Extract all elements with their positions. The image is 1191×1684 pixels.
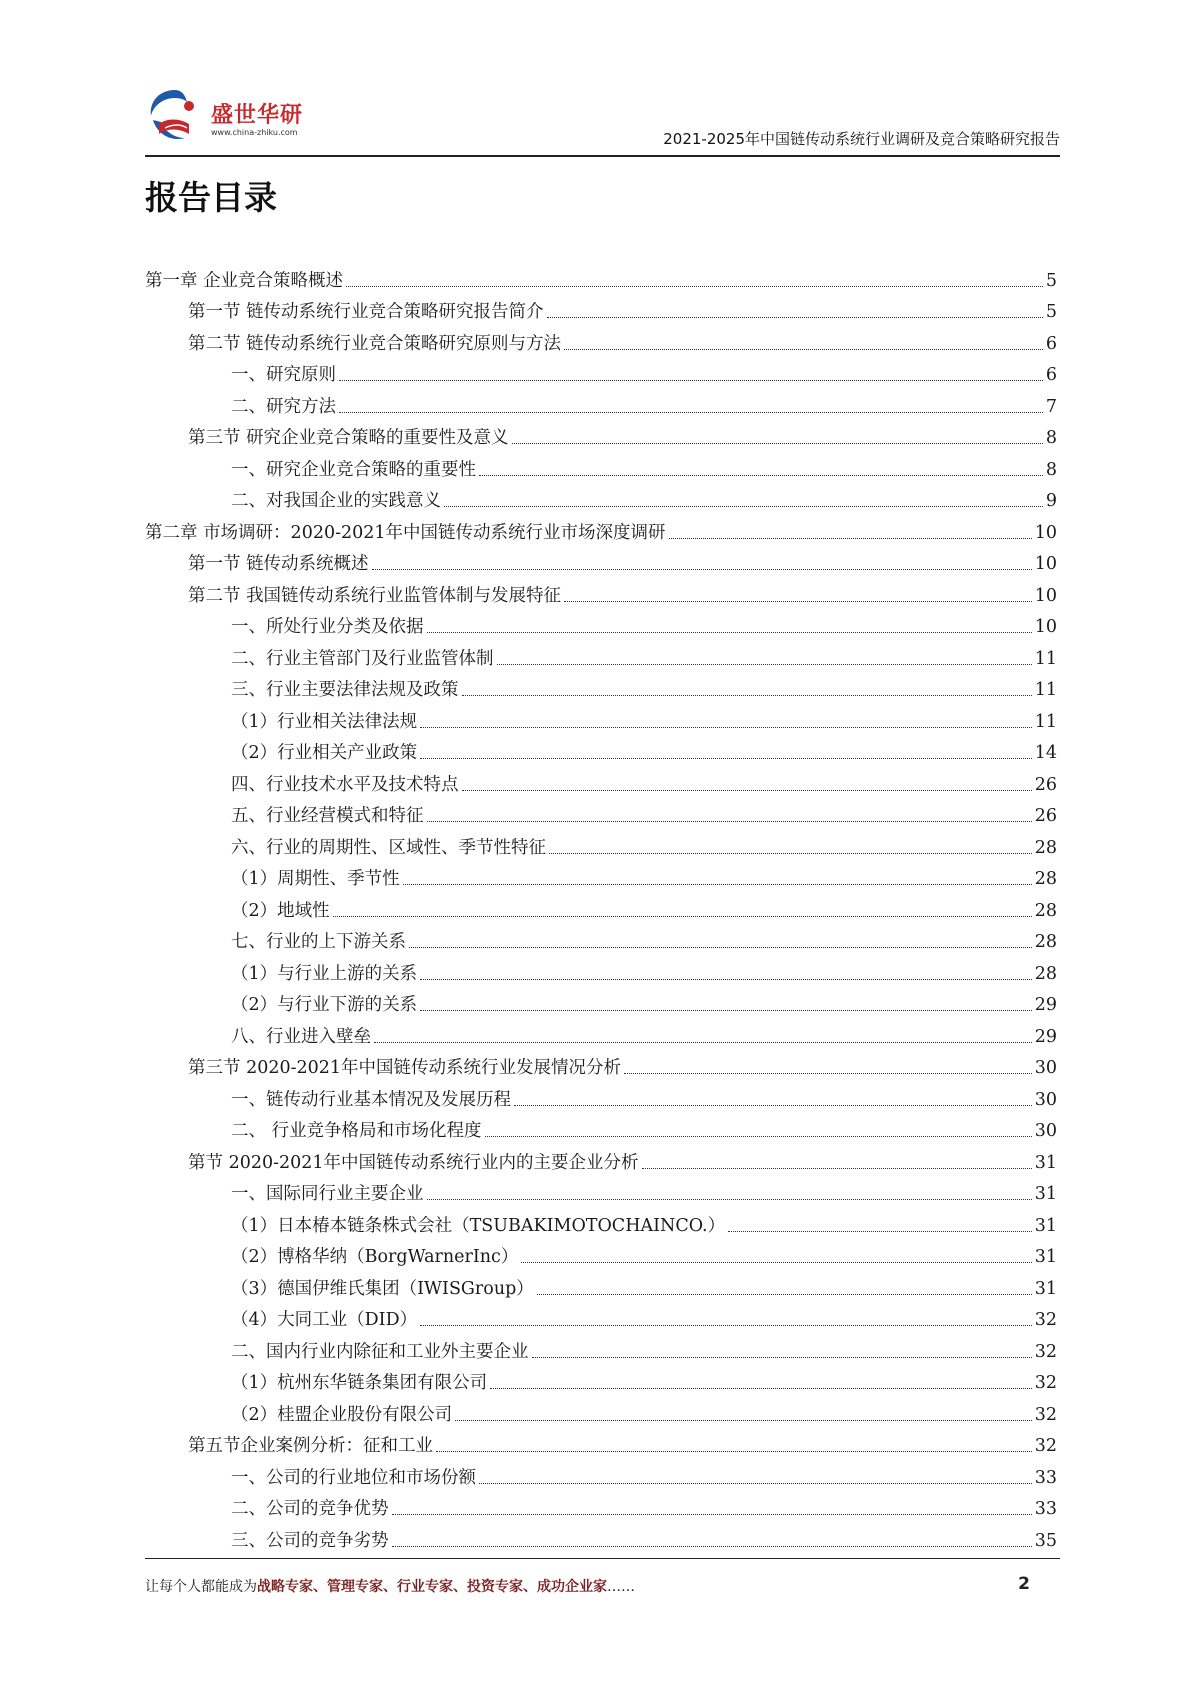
toc-leader-dots bbox=[436, 1451, 1032, 1452]
toc-entry-page: 10 bbox=[1034, 522, 1057, 543]
toc-leader-dots bbox=[564, 349, 1043, 350]
toc-entry[interactable] bbox=[145, 670, 1057, 702]
toc-entry-page: 31 bbox=[1034, 1184, 1057, 1204]
toc-entry-label: 第一章 企业竞合策略概述 bbox=[145, 270, 344, 291]
toc-entry-page: 11 bbox=[1034, 680, 1057, 700]
toc-entry-label: （4）大同工业（DID） bbox=[231, 1310, 418, 1330]
toc-entry[interactable] bbox=[145, 1205, 1057, 1237]
toc-entry-label: （1）行业相关法律法规 bbox=[231, 711, 418, 732]
toc-entry-page: 9 bbox=[1045, 491, 1057, 511]
toc-entry[interactable] bbox=[145, 985, 1057, 1017]
toc-entry[interactable] bbox=[145, 764, 1057, 796]
toc-entry[interactable] bbox=[145, 638, 1057, 670]
toc-entry[interactable] bbox=[145, 1111, 1057, 1143]
toc-entry-label: （2）博格华纳（BorgWarnerInc） bbox=[231, 1247, 519, 1267]
toc-entry-page: 10 bbox=[1034, 554, 1057, 574]
toc-entry-page: 11 bbox=[1034, 648, 1057, 669]
toc-entry-page: 8 bbox=[1045, 459, 1057, 480]
toc-entry-page: 28 bbox=[1034, 900, 1057, 921]
toc-entry-page: 32 bbox=[1034, 1436, 1057, 1456]
toc-entry-label: 一、所处行业分类及依据 bbox=[231, 617, 424, 637]
toc-leader-dots bbox=[514, 1105, 1032, 1106]
toc-entry-page: 32 bbox=[1034, 1373, 1057, 1393]
toc-leader-dots bbox=[521, 1262, 1031, 1263]
toc-leader-dots bbox=[485, 1136, 1032, 1137]
toc-entry-label: 第三节 2020-2021年中国链传动系统行业发展情况分析 bbox=[188, 1058, 622, 1078]
toc-entry[interactable] bbox=[145, 1489, 1057, 1521]
toc-entry-label: （1）日本椿本链条株式会社（TSUBAKIMOTOCHAINCO.） bbox=[231, 1215, 726, 1236]
toc-leader-dots bbox=[333, 916, 1032, 917]
toc-entry-page: 30 bbox=[1034, 1058, 1057, 1078]
toc-entry-label: （1）与行业上游的关系 bbox=[231, 963, 418, 984]
toc-entry-label: 第一节 链传动系统概述 bbox=[188, 554, 369, 574]
toc-entry[interactable] bbox=[145, 512, 1057, 544]
toc-entry-page: 26 bbox=[1034, 806, 1057, 826]
toc-entry[interactable] bbox=[145, 701, 1057, 733]
page-number: 2 bbox=[1018, 1574, 1030, 1594]
toc-leader-dots bbox=[669, 538, 1032, 539]
toc-entry-label: 二、行业主管部门及行业监管体制 bbox=[231, 648, 494, 669]
toc-entry-page: 30 bbox=[1034, 1089, 1057, 1110]
toc-leader-dots bbox=[409, 947, 1032, 948]
toc-entry[interactable] bbox=[145, 386, 1057, 418]
toc-leader-dots bbox=[547, 317, 1043, 318]
toc-entry-page: 11 bbox=[1034, 711, 1057, 732]
toc-entry[interactable] bbox=[145, 827, 1057, 859]
logo-url: www.china-zhiku.com bbox=[211, 128, 298, 137]
toc-entry-page: 31 bbox=[1034, 1247, 1057, 1267]
toc-entry-label: 第五节企业案例分析：征和工业 bbox=[188, 1436, 433, 1456]
toc-leader-dots bbox=[420, 979, 1032, 980]
toc-entry[interactable] bbox=[145, 1426, 1057, 1458]
toc-entry[interactable] bbox=[145, 1237, 1057, 1269]
toc-entry-page: 5 bbox=[1045, 302, 1057, 322]
toc-entry[interactable] bbox=[145, 607, 1057, 639]
toc-entry-label: 六、行业的周期性、区域性、季节性特征 bbox=[231, 837, 546, 858]
toc-entry[interactable] bbox=[145, 1268, 1057, 1300]
toc-entry-page: 31 bbox=[1034, 1215, 1057, 1236]
toc-entry-label: （1）周期性、季节性 bbox=[231, 869, 400, 889]
toc-leader-dots bbox=[512, 443, 1043, 444]
footer-divider bbox=[145, 1558, 1060, 1559]
toc-entry[interactable] bbox=[145, 575, 1057, 607]
toc-entry-page: 28 bbox=[1034, 932, 1057, 952]
toc-leader-dots bbox=[403, 884, 1032, 885]
toc-leader-dots bbox=[490, 1388, 1032, 1389]
toc-entry-label: 三、行业主要法律法规及政策 bbox=[231, 680, 459, 700]
toc-entry[interactable] bbox=[145, 449, 1057, 481]
toc-entry[interactable] bbox=[145, 1394, 1057, 1426]
toc-entry-page: 7 bbox=[1045, 396, 1057, 417]
toc-entry-label: 一、链传动行业基本情况及发展历程 bbox=[231, 1089, 511, 1110]
toc-entry[interactable] bbox=[145, 1048, 1057, 1080]
toc-entry[interactable] bbox=[145, 544, 1057, 576]
toc-entry-label: （2）与行业下游的关系 bbox=[231, 995, 418, 1015]
company-logo bbox=[145, 82, 315, 152]
toc-entry-label: 第二节 我国链传动系统行业监管体制与发展特征 bbox=[188, 585, 562, 606]
toc-entry-page: 6 bbox=[1045, 365, 1057, 385]
toc-entry-label: 第二节 链传动系统行业竞合策略研究原则与方法 bbox=[188, 333, 562, 354]
toc-leader-dots bbox=[532, 1357, 1032, 1358]
toc-entry-label: 一、研究原则 bbox=[231, 365, 336, 385]
toc-entry[interactable] bbox=[145, 1331, 1057, 1363]
page-footer bbox=[145, 1576, 1030, 1596]
toc-leader-dots bbox=[420, 758, 1032, 759]
toc-entry-page: 28 bbox=[1034, 837, 1057, 858]
logo-emblem-icon bbox=[145, 84, 207, 146]
toc-entry-label: 七、行业的上下游关系 bbox=[231, 932, 406, 952]
toc-entry-page: 8 bbox=[1045, 428, 1057, 448]
toc-entry[interactable] bbox=[145, 260, 1057, 292]
toc-entry-label: 五、行业经营模式和特征 bbox=[231, 806, 424, 826]
toc-entry-page: 35 bbox=[1034, 1530, 1057, 1551]
toc-entry-label: 二、公司的竞争优势 bbox=[231, 1499, 389, 1519]
toc-leader-dots bbox=[420, 1325, 1032, 1326]
toc-entry[interactable] bbox=[145, 796, 1057, 828]
toc-entry-label: 三、公司的竞争劣势 bbox=[231, 1530, 389, 1551]
toc-leader-dots bbox=[479, 475, 1043, 476]
page-title: 报告目录 bbox=[145, 178, 277, 217]
toc-leader-dots bbox=[420, 727, 1032, 728]
toc-entry-label: 第节 2020-2021年中国链传动系统行业内的主要企业分析 bbox=[188, 1152, 639, 1173]
toc-entry[interactable] bbox=[145, 418, 1057, 450]
header-divider bbox=[145, 155, 1060, 157]
toc-entry-label: 八、行业进入壁垒 bbox=[231, 1026, 371, 1047]
toc-leader-dots bbox=[427, 821, 1032, 822]
toc-leader-dots bbox=[455, 1420, 1032, 1421]
toc-entry-page: 5 bbox=[1045, 270, 1057, 291]
toc-entry-label: （1）杭州东华链条集团有限公司 bbox=[231, 1373, 488, 1393]
toc-entry-page: 28 bbox=[1034, 869, 1057, 889]
footer-slogan-highlight: 战略专家、管理专家、行业专家、投资专家、成功企业家 bbox=[257, 1579, 607, 1595]
toc-entry-label: （2）行业相关产业政策 bbox=[231, 743, 418, 763]
toc-leader-dots bbox=[339, 412, 1043, 413]
toc-leader-dots bbox=[497, 664, 1032, 665]
toc-entry-label: （2）地域性 bbox=[231, 900, 330, 921]
toc-entry-page: 31 bbox=[1034, 1278, 1057, 1299]
toc-entry-label: 四、行业技术水平及技术特点 bbox=[231, 774, 459, 795]
toc-leader-dots bbox=[346, 286, 1043, 287]
toc-entry-page: 14 bbox=[1034, 743, 1057, 763]
toc-leader-dots bbox=[462, 695, 1032, 696]
toc-entry-page: 29 bbox=[1034, 1026, 1057, 1047]
toc-entry-page: 32 bbox=[1034, 1310, 1057, 1330]
toc-entry[interactable] bbox=[145, 1457, 1057, 1489]
toc-entry-page: 32 bbox=[1034, 1341, 1057, 1362]
toc-entry-page: 32 bbox=[1034, 1404, 1057, 1425]
toc-entry-label: （3）德国伊维氏集团（IWISGroup） bbox=[231, 1278, 534, 1299]
page-header bbox=[145, 82, 1060, 158]
toc-leader-dots bbox=[462, 790, 1032, 791]
toc-entry[interactable] bbox=[145, 1142, 1057, 1174]
toc-entry[interactable] bbox=[145, 953, 1057, 985]
toc-leader-dots bbox=[479, 1483, 1032, 1484]
toc-entry-label: 一、国际同行业主要企业 bbox=[231, 1184, 424, 1204]
toc-leader-dots bbox=[549, 853, 1032, 854]
footer-slogan-suffix: …… bbox=[607, 1579, 635, 1595]
toc-entry-page: 29 bbox=[1034, 995, 1057, 1015]
toc-leader-dots bbox=[728, 1231, 1032, 1232]
toc-entry-label: （2）桂盟企业股份有限公司 bbox=[231, 1404, 453, 1425]
table-of-contents bbox=[145, 260, 1057, 1552]
logo-text: 盛世华研 bbox=[211, 103, 304, 128]
toc-leader-dots bbox=[420, 1010, 1032, 1011]
report-title: 2021-2025年中国链传动系统行业调研及竞合策略研究报告 bbox=[663, 130, 1060, 148]
toc-leader-dots bbox=[339, 380, 1043, 381]
toc-entry[interactable] bbox=[145, 323, 1057, 355]
toc-leader-dots bbox=[427, 1199, 1032, 1200]
toc-entry-label: 第二章 市场调研：2020-2021年中国链传动系统行业市场深度调研 bbox=[145, 522, 666, 543]
toc-entry-label: 二、国内行业内除征和工业外主要企业 bbox=[231, 1341, 529, 1362]
toc-leader-dots bbox=[624, 1073, 1032, 1074]
toc-entry-page: 33 bbox=[1034, 1499, 1057, 1519]
toc-entry-label: 一、研究企业竞合策略的重要性 bbox=[231, 459, 476, 480]
toc-entry-page: 31 bbox=[1034, 1152, 1057, 1173]
toc-entry-page: 33 bbox=[1034, 1467, 1057, 1488]
toc-leader-dots bbox=[444, 506, 1043, 507]
toc-leader-dots bbox=[537, 1294, 1032, 1295]
toc-entry-label: 二、研究方法 bbox=[231, 396, 336, 417]
toc-entry[interactable] bbox=[145, 1363, 1057, 1395]
toc-entry[interactable] bbox=[145, 1079, 1057, 1111]
toc-leader-dots bbox=[427, 632, 1032, 633]
toc-entry-page: 26 bbox=[1034, 774, 1057, 795]
toc-entry-page: 28 bbox=[1034, 963, 1057, 984]
toc-leader-dots bbox=[564, 601, 1032, 602]
toc-entry-page: 10 bbox=[1034, 585, 1057, 606]
toc-entry[interactable] bbox=[145, 1016, 1057, 1048]
footer-slogan-prefix: 让每个人都能成为 bbox=[145, 1579, 257, 1595]
toc-entry[interactable] bbox=[145, 922, 1057, 954]
toc-entry-label: 一、公司的行业地位和市场份额 bbox=[231, 1467, 476, 1488]
toc-entry[interactable] bbox=[145, 1300, 1057, 1332]
toc-entry[interactable] bbox=[145, 292, 1057, 324]
toc-entry-label: 第一节 链传动系统行业竞合策略研究报告简介 bbox=[188, 302, 544, 322]
toc-entry-page: 10 bbox=[1034, 617, 1057, 637]
toc-leader-dots bbox=[392, 1514, 1032, 1515]
toc-entry[interactable] bbox=[145, 733, 1057, 765]
toc-leader-dots bbox=[392, 1546, 1032, 1547]
toc-entry[interactable] bbox=[145, 481, 1057, 513]
toc-leader-dots bbox=[642, 1168, 1032, 1169]
toc-entry-page: 30 bbox=[1034, 1121, 1057, 1141]
toc-entry[interactable] bbox=[145, 859, 1057, 891]
toc-entry-page: 6 bbox=[1045, 333, 1057, 354]
toc-entry-label: 二、对我国企业的实践意义 bbox=[231, 491, 441, 511]
toc-entry[interactable] bbox=[145, 355, 1057, 387]
toc-entry-label: 第三节 研究企业竞合策略的重要性及意义 bbox=[188, 428, 509, 448]
toc-leader-dots bbox=[372, 569, 1032, 570]
toc-entry[interactable] bbox=[145, 890, 1057, 922]
toc-leader-dots bbox=[374, 1042, 1032, 1043]
toc-entry-label: 二、 行业竞争格局和市场化程度 bbox=[231, 1121, 482, 1141]
toc-entry[interactable] bbox=[145, 1174, 1057, 1206]
toc-entry[interactable] bbox=[145, 1520, 1057, 1552]
